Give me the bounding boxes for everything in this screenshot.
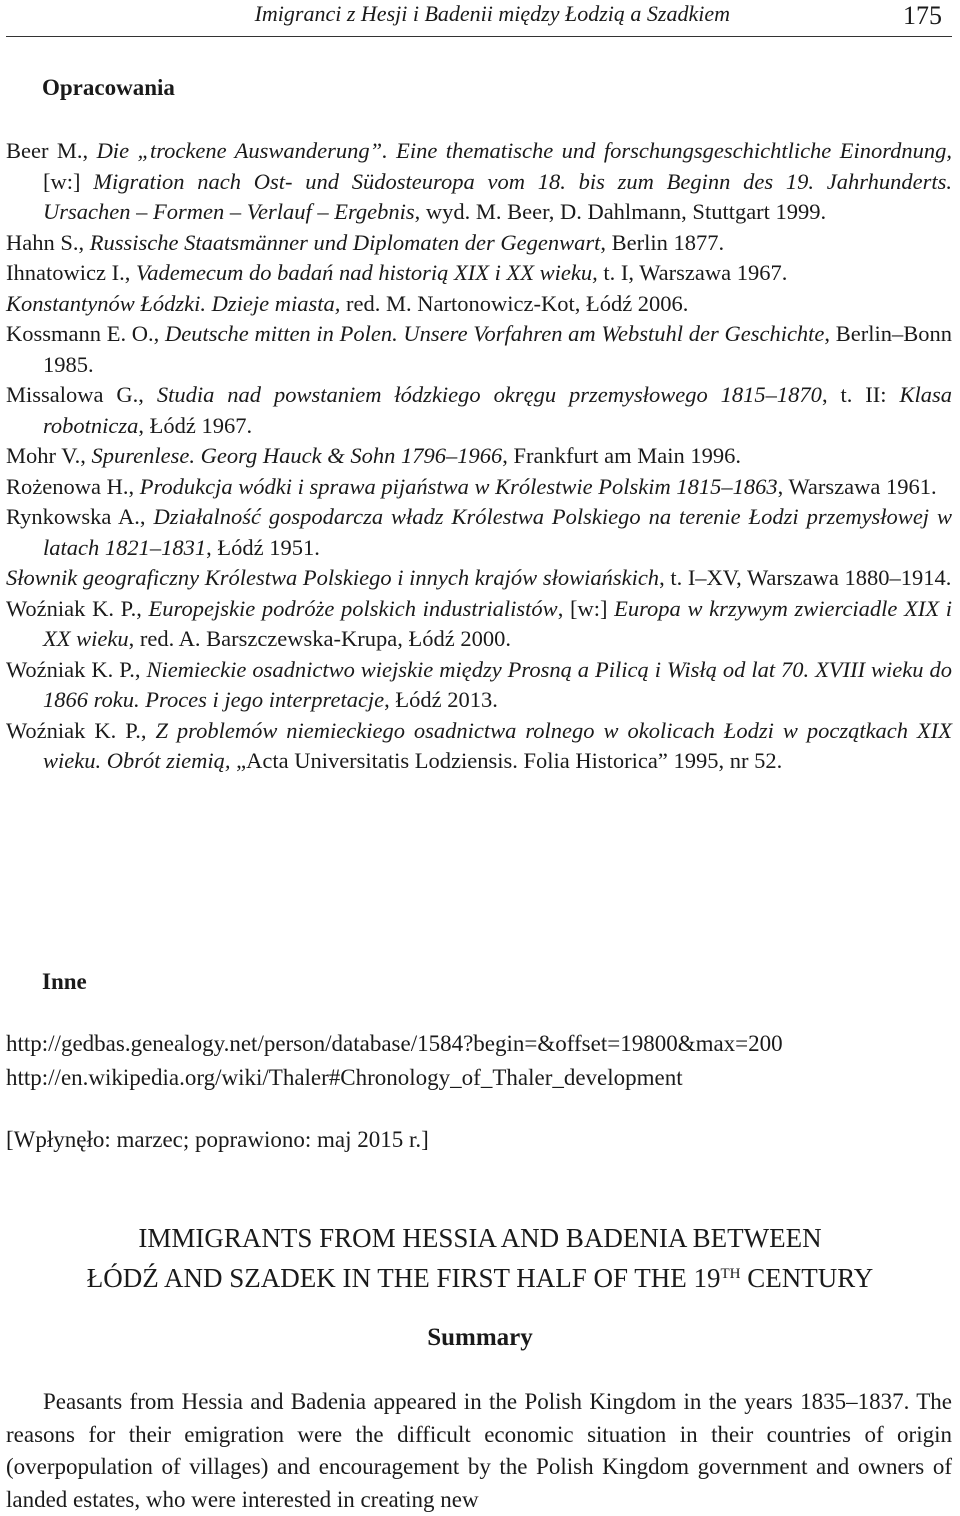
summary-title-line: IMMIGRANTS FROM HESSIA AND BADENIA BETWEEN	[138, 1223, 822, 1253]
bibliography-entry: Ihnatowicz I., Vademecum do badań nad historią XIX i XX wieku, t. I, Warszawa 1967.	[6, 260, 788, 285]
bibliography-entry: Kossmann E. O., Deutsche mitten in Polen. Unsere Vorfahren am Webstuhl der Geschichte, Berlin–Bonn 1985.	[6, 321, 953, 377]
bibliography-entry: Woźniak K. P., Niemieckie osadnictwo wiejskie między Prosną a Pilicą i Wisłą od lat 70. XVIII wieku do 1866 roku. Proces i jego interpretacje, Łódź 2013.	[6, 656, 952, 712]
received-note: [Wpłynęło: marzec; poprawiono: maj 2015 r.]	[6, 1127, 429, 1152]
link-list	[6, 1027, 783, 1095]
bibliography-heading: Opracowania	[42, 75, 175, 100]
summary-title	[0, 1220, 960, 1296]
bibliography-list	[6, 136, 952, 777]
bibliography-entry: Hahn S., Russische Staatsmänner und Diplomaten der Gegenwart, Berlin 1877.	[6, 229, 725, 255]
bibliography-entry: Woźniak K. P., Z problemów niemieckiego osadnictwa rolnego w okolicach Łodzi w początkach XIX wieku. Obrót ziemią, „Acta Universitatis Lodziensis. Folia Historica” 1995, nr 52.	[6, 717, 952, 773]
bibliography-entry: Missalowa G., Studia nad powstaniem łódzkiego okręgu przemysłowego 1815–1870, t. II: Klasa robotnicza, Łódź 1967.	[6, 382, 952, 438]
bibliography-entry: Słownik geograficzny Królestwa Polskiego i innych krajów słowiańskich, t. I–XV, Warszawa 1880–1914.	[6, 565, 952, 590]
page-number: 175	[903, 1, 942, 30]
source-link[interactable]: http://gedbas.genealogy.net/person/database/1584?begin=&offset=19800&max=200	[6, 1031, 783, 1056]
source-link[interactable]: http://en.wikipedia.org/wiki/Thaler#Chronology_of_Thaler_development	[6, 1065, 683, 1090]
running-header	[6, 0, 952, 37]
running-title: Imigranci z Hesji i Badenii między Łodzią a Szadkiem	[254, 1, 730, 26]
bibliography-entry: Konstantynów Łódzki. Dzieje miasta, red. M. Nartonowicz-Kot, Łódź 2006.	[6, 290, 689, 316]
summary-paragraph: Peasants from Hessia and Badenia appeared in the Polish Kingdom in the years 1835–1837. The reasons for their emigration were the difficult economic situation in their countries of origin (overpopulation of villages) and encouragement by the Polish Kingdom government and owners of landed estates, who were interested in creating new	[6, 1389, 952, 1512]
summary-heading: Summary	[427, 1324, 533, 1351]
bibliography-entry: Beer M., Die „trockene Auswanderung”. Eine thematische und forschungsgeschichtliche Einordnung, [w:] Migration nach Ost- und Südosteuropa vom 18. bis zum Beginn des 19. Jahrhunderts. Ursachen – Formen – Verlauf – Ergebnis, wyd. M. Beer, D. Dahlmann, Stuttgart 1999.	[6, 138, 952, 224]
summary-title-line: ŁÓDŹ AND SZADEK IN THE FIRST HALF OF THE 19TH CENTURY	[86, 1263, 874, 1293]
bibliography-entry: Rynkowska A., Działalność gospodarcza władz Królestwa Polskiego na terenie Łodzi przemysłowej w latach 1821–1831, Łódź 1951.	[6, 504, 952, 560]
bibliography-entry: Mohr V., Spurenlese. Georg Hauck & Sohn 1796–1966, Frankfurt am Main 1996.	[6, 443, 741, 468]
bibliography-entry: Rożenowa H., Produkcja wódki i sprawa pijaństwa w Królestwie Polskim 1815–1863, Warszawa 1961.	[6, 473, 937, 499]
other-sources-heading: Inne	[42, 969, 87, 994]
bibliography-entry: Woźniak K. P., Europejskie podróże polskich industrialistów, [w:] Europa w krzywym zwierciadle XIX i XX wieku, red. A. Barszczewska-Krupa, Łódź 2000.	[6, 595, 952, 651]
